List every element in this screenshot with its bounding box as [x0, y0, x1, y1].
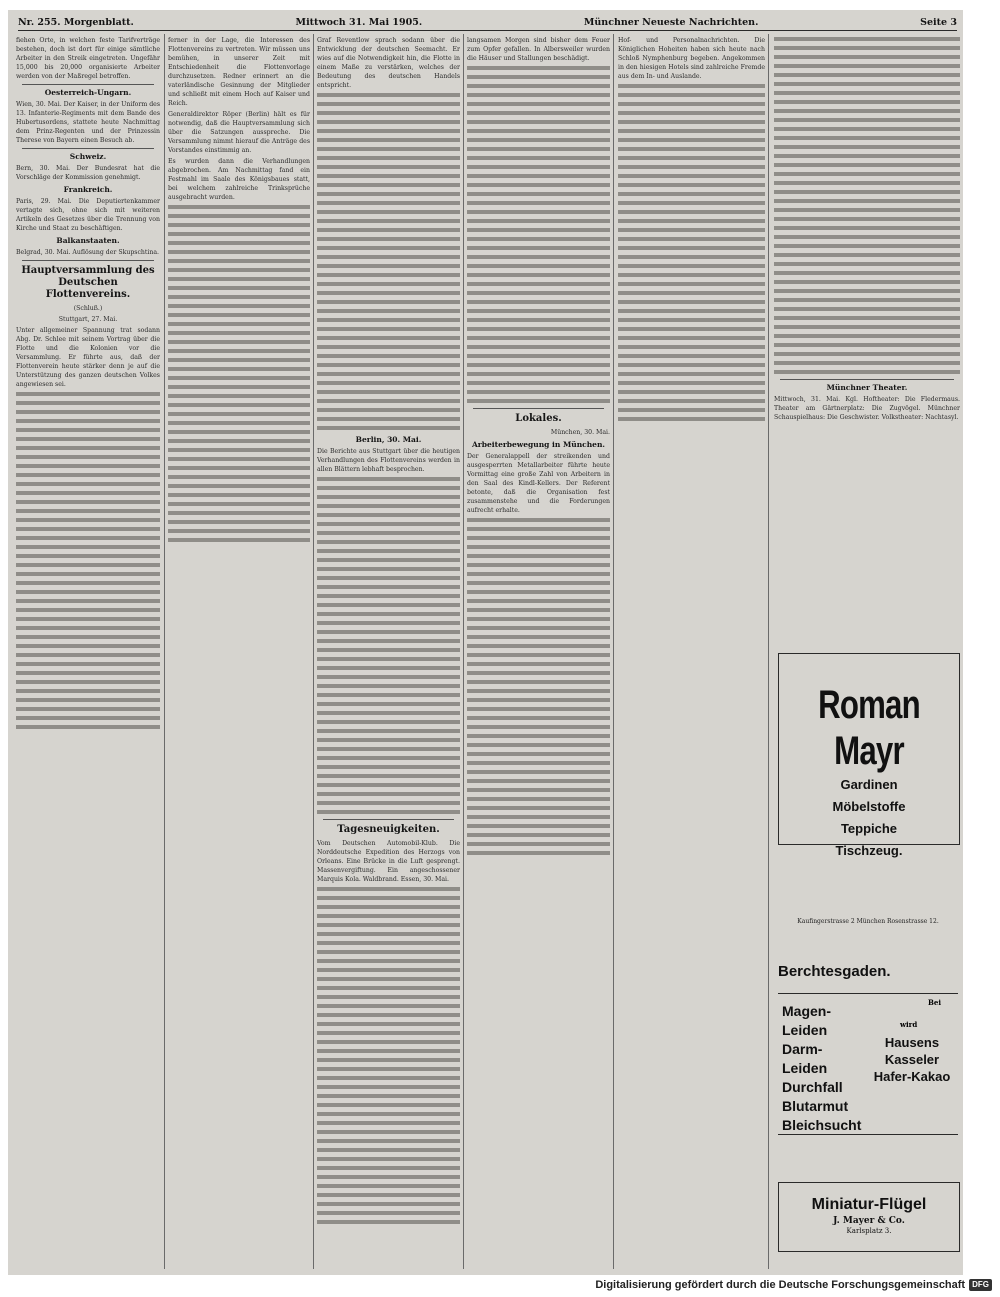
ad-address: Karlsplatz 3. — [846, 1227, 892, 1235]
ad-roman-address: Kaufingerstrasse 2 München Rosenstrasse 12. — [797, 918, 939, 925]
article-text: Mittwoch, 31. Mai. Kgl. Hoftheater: Die Fledermaus. Theater am Gärtnerplatz: Die Zugvögel. Münchner Schauspielhaus: Die Geschwister. Volkstheater: Nachtasyl. — [774, 396, 960, 421]
ad-item: Gardinen — [840, 777, 898, 792]
page-number: Seite 3 — [920, 16, 957, 28]
issue-number: Nr. 255. Morgenblatt. — [18, 16, 134, 28]
digitization-credit — [595, 1279, 992, 1291]
article-text: Die Berichte aus Stuttgart über die heutigen Verhandlungen des Flottenvereins werden in allen Blättern lebhaft besprochen. — [317, 448, 460, 473]
article-headline: Hauptversammlung des Deutschen Flottenvereins. — [21, 265, 155, 300]
ad-brand: Roman Mayr — [818, 683, 920, 773]
newspaper-page — [8, 10, 963, 1275]
ad-kasseler-hafer-kakao — [778, 993, 958, 1135]
ad-item: Tischzeug. — [835, 843, 903, 858]
section-heading: Frankreich. — [63, 185, 113, 194]
column-1 — [16, 36, 160, 1269]
ad-roman-mayr — [778, 653, 960, 858]
ad-miniatur-fluegel — [778, 1182, 960, 1252]
article-text-filler — [317, 92, 460, 432]
article-text: Generaldirektor Röper (Berlin) hält es für notwendig, daß die Hauptversammlung sich über die Satzungen ausspreche. Die Versammlung nimmt hierauf die Anträge des Vorstandes einstimmig an. — [168, 111, 310, 154]
article-text-filler — [16, 391, 160, 731]
credit-text: Digitalisierung gefördert durch die Deutsche Forschungsgemeinschaft — [595, 1279, 966, 1291]
ad-berchtesgaden: Berchtesgaden. — [778, 963, 891, 980]
ad-ailment: Durchfall — [782, 1079, 843, 1095]
section-headline: Tagesneuigkeiten. — [337, 824, 440, 835]
issue-date: Mittwoch 31. Mai 1905. — [295, 16, 423, 28]
article-text: Es wurden dann die Verhandlungen abgebrochen. Am Nachmittag fand ein Festmahl im Saale des Königsbaues statt, bei welchem zahlreiche Trinksprüche ausgebracht wurden. — [168, 158, 310, 201]
dateline-heading: Berlin, 30. Mai. — [355, 435, 422, 444]
column-rule — [313, 34, 314, 1269]
ad-maker: J. Mayer & Co. — [833, 1216, 905, 1226]
section-heading: Münchner Theater. — [826, 383, 908, 392]
article-text-filler — [774, 36, 960, 376]
ad-title: Miniatur-Flügel — [811, 1196, 927, 1213]
dfg-logo-icon: DFG — [969, 1279, 992, 1291]
ad-item: Teppiche — [840, 821, 898, 836]
article-text-filler — [467, 65, 610, 405]
ad-wird: wird — [900, 1020, 918, 1029]
column-rule — [768, 34, 769, 1269]
article-text: Graf Reventlow sprach sodann über die Entwicklung der deutschen Seemacht. Er wies auf die Notwendigkeit hin, die Flotte in einem Maße zu verstärken, welches der Bedeutung des deutschen Handels entspricht. — [317, 37, 460, 89]
column-2 — [168, 36, 310, 1269]
article-text: Belgrad, 30. Mai. Auflösung der Skupschtina. — [16, 249, 160, 256]
article-text-filler — [467, 517, 610, 857]
article-text: Bern, 30. Mai. Der Bundesrat hat die Vorschläge der Kommission genehmigt. — [16, 165, 160, 181]
section-headline: Lokales. — [515, 413, 562, 424]
article-subtitle: (Schluß.) — [73, 305, 103, 312]
article-text: ferner in der Lage, die Interessen des Flottenvereins zu vertreten. Wir müssen uns bemühen, in unserer Zeit mit Entschiedenheit die Flottenvorlage durchzusetzen. Redner erinnert an die vaterländische Gesinnung der Mitglieder und schließt mit einem Hoch auf Kaiser und Reich. — [168, 37, 310, 107]
column-rule — [164, 34, 165, 1269]
section-heading: Oesterreich-Ungarn. — [44, 88, 132, 97]
section-heading: Schweiz. — [69, 152, 107, 161]
newspaper-title: Münchner Neueste Nachrichten. — [583, 16, 759, 28]
dateline: München, 30. Mai. — [550, 429, 610, 436]
dateline: Stuttgart, 27. Mai. — [58, 316, 118, 323]
ad-item: Möbelstoffe — [832, 799, 906, 814]
ad-ailment: Darm-Leiden — [782, 1041, 828, 1076]
column-4 — [467, 36, 610, 1269]
column-6 — [774, 36, 960, 633]
ad-product: Hausens Kasseler Hafer-Kakao — [873, 1035, 951, 1084]
ad-ailment: Bleichsucht — [782, 1117, 862, 1133]
article-headline: Arbeiterbewegung in München. — [471, 440, 606, 449]
article-text: Unter allgemeiner Spannung trat sodann Abg. Dr. Schlee mit seinem Vortrag über die Flotte und die Kolonien vor die Versammlung. Er führte aus, daß der Flottenverein heute stärker denn je auf die Unterstützung des ganzen deutschen Volkes angewiesen sei. — [16, 327, 160, 388]
ad-ailment: Magen-Leiden — [782, 1003, 831, 1038]
page-header — [18, 14, 957, 31]
article-text-filler — [317, 886, 460, 1226]
article-text-filler — [618, 83, 765, 423]
article-text: langsamen Morgen sind bisher dem Feuer zum Opfer gefallen. In Albersweiler wurden die Häuser und Stallungen beschädigt. — [467, 37, 610, 62]
column-3 — [317, 36, 460, 1269]
article-text: Vom Deutschen Automobil-Klub. Die Norddeutsche Expedition des Herzogs von Orleans. Eine Brücke in die Luft gesprengt. Massenvergiftung. Ein angeschossener Marquis Kola. Waldbrand. Essen, 30. Mai. — [317, 840, 460, 883]
article-text: fiehen Orte, in welchen feste Tarifverträge bestehen, doch ist dort für einige sämtliche Arbeiter in den Streik eingetreten. Ungefähr 15,000 bis 20,000 organisierte Arbeiter werden von der Maßregel betroffen. — [16, 37, 160, 80]
column-5 — [618, 36, 765, 1269]
article-text-filler — [168, 204, 310, 544]
ad-ailment: Blutarmut — [782, 1098, 849, 1114]
article-text: Hof- und Personalnachrichten. Die Königlichen Hoheiten haben sich heute nach Schloß Nymphenburg begeben. Angekommen in den hiesigen Hotels sind zahlreiche Fremde aus dem In- und Auslande. — [618, 37, 765, 80]
column-rule — [613, 34, 614, 1269]
article-text: Paris, 29. Mai. Die Deputiertenkammer vertagte sich, ohne sich mit weiteren Artikeln des Gesetzes über die Trennung von Kirche und Staat zu beschäftigen. — [16, 198, 160, 232]
article-text: Der Generalappell der streikenden und ausgesperrten Metallarbeiter führte heute Vormittag eine große Zahl von Arbeitern in den Saal des Kindl-Kellers. Der Referent betonte, daß die Organisation fest zusammenstehe und die Forderungen aufrecht erhalte. — [467, 453, 610, 514]
section-heading: Balkanstaaten. — [56, 236, 120, 245]
column-rule — [463, 34, 464, 1269]
article-text: Wien, 30. Mai. Der Kaiser, in der Uniform des 13. Infanterie-Regiments mit dem Bande des Hubertusordens, stattete heute Nachmittag dem Prinz-Regenten und der Prinzessin Therese von Bayern einen Besuch ab. — [16, 101, 160, 144]
article-text-filler — [317, 476, 460, 816]
ad-bei: Bei — [928, 998, 942, 1007]
